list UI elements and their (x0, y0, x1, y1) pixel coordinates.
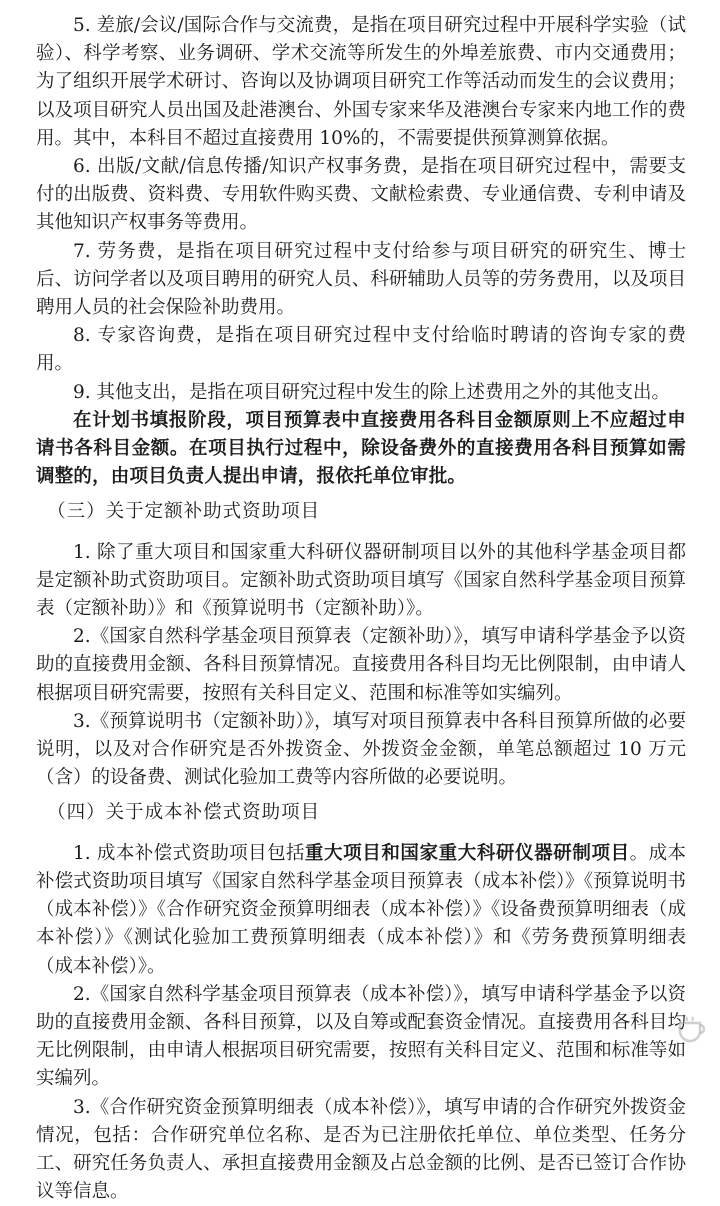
paragraph-cost-2: 2.《国家自然科学基金项目预算表（成本补偿）》，填写申请科学基金予以资助的直接费用金额、各科目预算，以及自筹或配套资金情况。直接费用各科目均无比例限制，由申请人根据项目研究需要，按照有关科目定义、范围和标准等如实编列。 (36, 983, 686, 1090)
tea-cup-logo-icon (676, 1015, 710, 1049)
paragraph-cost-1 (36, 840, 686, 981)
paragraph-item-7: 7. 劳务费，是指在项目研究过程中支付给参与项目研究的研究生、博士后、访问学者以及项目聘用的研究人员、科研辅助人员等的劳务费用，以及项目聘用人员的社会保险补助费用。 (36, 240, 686, 319)
bold-term: 国家重大科研仪器研制项目 (400, 842, 630, 864)
bold-term: 和 (381, 842, 401, 864)
paragraph-fixed-2: 2.《国家自然科学基金项目预算表（定额补助）》，填写申请科学基金予以资助的直接费用金额、各科目预算情况。直接费用各科目均无比例限制，由申请人根据项目研究需要，按照有关科目定义、范围和标准等如实编列。 (36, 626, 686, 704)
paragraph-item-9: 9. 其他支出，是指在项目研究过程中发生的除上述费用之外的其他支出。 (73, 381, 671, 403)
paragraph-fixed-3: 3.《预算说明书（定额补助）》，填写对项目预算表中各科目预算所做的必要说明，以及对合作研究是否外拨资金、外拨资金金额，单笔总额超过 10 万元（含）的设备费、测试化验加工费等内容所做的必要说明。 (36, 710, 686, 789)
paragraph-item-5: 5. 差旅/会议/国际合作与交流费，是指在项目研究过程中开展科学实验（试验）、科学考察、业务调研、学术交流等所发生的外埠差旅费、市内交通费用；为了组织开展学术研讨、咨询以及协调项目研究工作等活动而发生的会议费用；以及项目研究人员出国及赴港澳台、外国专家来华及港澳台专家来内地工作的费用。其中，本科目不超过直接费用 10%的，不需要提供预算测算依据。 (36, 15, 686, 149)
text-run: 1. 成本补偿式资助项目包括 (73, 842, 305, 864)
section-heading-3: （三）关于定额补助式资助项目 (47, 501, 321, 523)
bold-term: 重大项目 (304, 842, 382, 864)
paragraph-item-6: 6. 出版/文献/信息传播/知识产权事务费，是指在项目研究过程中，需要支付的出版费、资料费、专用软件购买费、文献检索费、专业通信费、专利申请及其他知识产权事务等费用。 (36, 156, 686, 234)
paragraph-fixed-1: 1. 除了重大项目和国家重大科研仪器研制项目以外的其他科学基金项目都是定额补助式资助项目。定额补助式资助项目填写《国家自然科学基金项目预算表（定额补助）》和《预算说明书（定额补助）》。 (36, 541, 686, 620)
text-run: 。成本补偿式资助项目填写《国家自然科学基金项目预算表（成本补偿）》《预算说明书（成本补偿）》《合作研究资金预算明细表（成本补偿）》《设备费预算明细表（成本补偿）》《测试化验加工费预算明细表（成本补偿）》和《劳务费预算明细表（成本补偿）》。 (36, 842, 686, 977)
bold-notice-paragraph: 在计划书填报阶段，项目预算表中直接费用各科目金额原则上不应超过申请书各科目金额。在项目执行过程中，除设备费外的直接费用各科目预算如需调整的，由项目负责人提出申请，报依托单位审批。 (36, 409, 686, 488)
section-heading-4: （四）关于成本补偿式资助项目 (47, 802, 321, 824)
watermark-logo-icon (676, 1015, 710, 1043)
paragraph-cost-3: 3.《合作研究资金预算明细表（成本补偿）》，填写申请的合作研究外拨资金情况，包括：合作研究单位名称、是否为已注册依托单位、单位类型、任务分工、研究任务负责人、承担直接费用金额及占总金额的比例、是否已签订合作协议等信息。 (36, 1096, 686, 1203)
paragraph-item-8: 8. 专家咨询费，是指在项目研究过程中支付给临时聘请的咨询专家的费用。 (36, 325, 686, 375)
